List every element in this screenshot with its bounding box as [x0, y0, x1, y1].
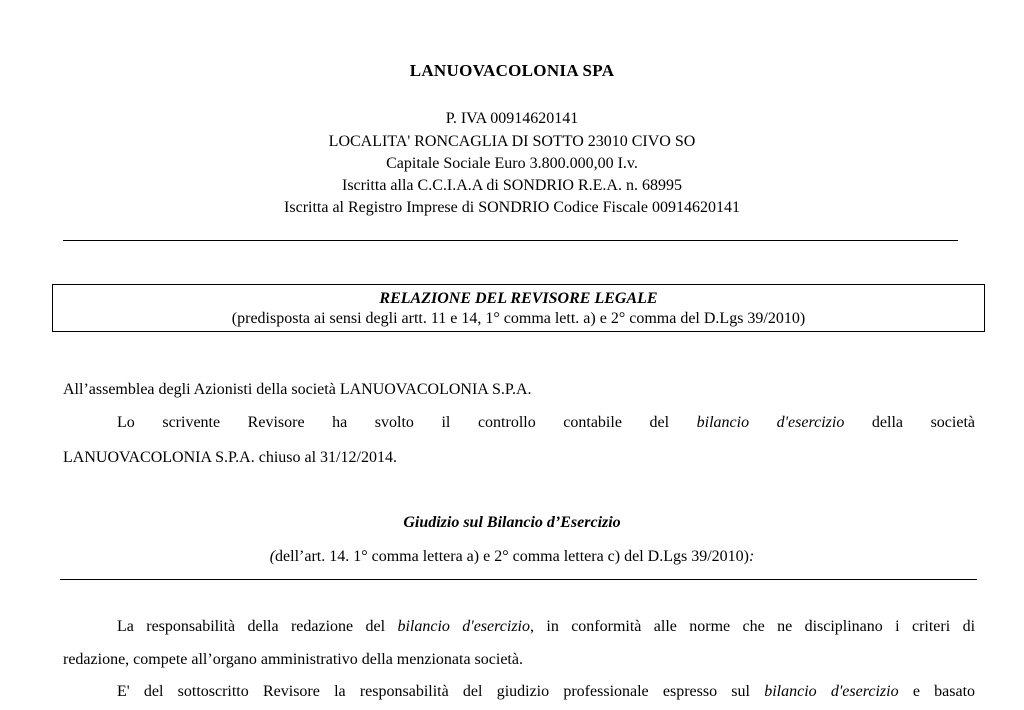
- body-paragraph-2-line1: [117, 681, 975, 703]
- share-capital: Capitale Sociale Euro 3.800.000,00 I.v.: [386, 155, 638, 172]
- section-divider: [60, 579, 977, 580]
- section-subtitle-text: dell’art. 14. 1° comma lettera a) e 2° comma lettera c) del D.Lgs 39/2010): [275, 548, 749, 565]
- intro-paragraph-line1: [117, 412, 975, 434]
- report-title-box: [52, 284, 985, 332]
- header-divider: [63, 240, 958, 241]
- business-register: Iscritta al Registro Imprese di SONDRIO Codice Fiscale 00914620141: [284, 199, 740, 216]
- body-p2-emphasis: bilancio d'esercizio: [764, 683, 899, 700]
- report-subtitle: (predisposta ai sensi degli artt. 11 e 14, 1° comma lett. a) e 2° comma del D.Lgs 39/2010): [231, 310, 806, 327]
- body-p1-text-c: , in conformità alle norme che ne disciplinano i criteri di: [530, 618, 976, 635]
- company-address: LOCALITA' RONCAGLIA DI SOTTO 23010 CIVO SO: [328, 133, 696, 150]
- chamber-registration: Iscritta alla C.C.I.A.A di SONDRIO R.E.A. n. 68995: [342, 177, 682, 194]
- section-subtitle: [0, 546, 1024, 568]
- addressee-line: All’assemblea degli Azionisti della società LANUOVACOLONIA S.P.A.: [63, 381, 532, 398]
- vat-number: P. IVA 00914620141: [445, 110, 579, 127]
- intro-text-emphasis: bilancio d'esercizio: [696, 414, 845, 431]
- body-p1-text-a: La responsabilità della redazione del: [117, 618, 398, 635]
- intro-text-a: Lo scrivente Revisore ha svolto il controllo contabile del: [117, 414, 697, 431]
- body-p1-emphasis: bilancio d'esercizio: [397, 618, 530, 635]
- body-p2-text-a: E' del sottoscritto Revisore la responsabilità del giudizio professionale espresso sul: [117, 683, 765, 700]
- body-p2-text-c: e basato: [898, 683, 976, 700]
- body-paragraph-1-line2: redazione, compete all’organo amministrativo della menzionata società.: [63, 651, 523, 668]
- report-title: RELAZIONE DEL REVISORE LEGALE: [379, 290, 658, 307]
- section-subtitle-colon: :: [748, 548, 755, 565]
- intro-text-c: della società: [844, 414, 976, 431]
- body-paragraph-1-line1: [117, 616, 975, 638]
- intro-paragraph-line2: LANUOVACOLONIA S.P.A. chiuso al 31/12/2014.: [63, 449, 397, 466]
- section-title: Giudizio sul Bilancio d’Esercizio: [403, 514, 621, 531]
- company-name: LANUOVACOLONIA SPA: [409, 61, 615, 80]
- section-subtitle-open: (: [269, 548, 276, 565]
